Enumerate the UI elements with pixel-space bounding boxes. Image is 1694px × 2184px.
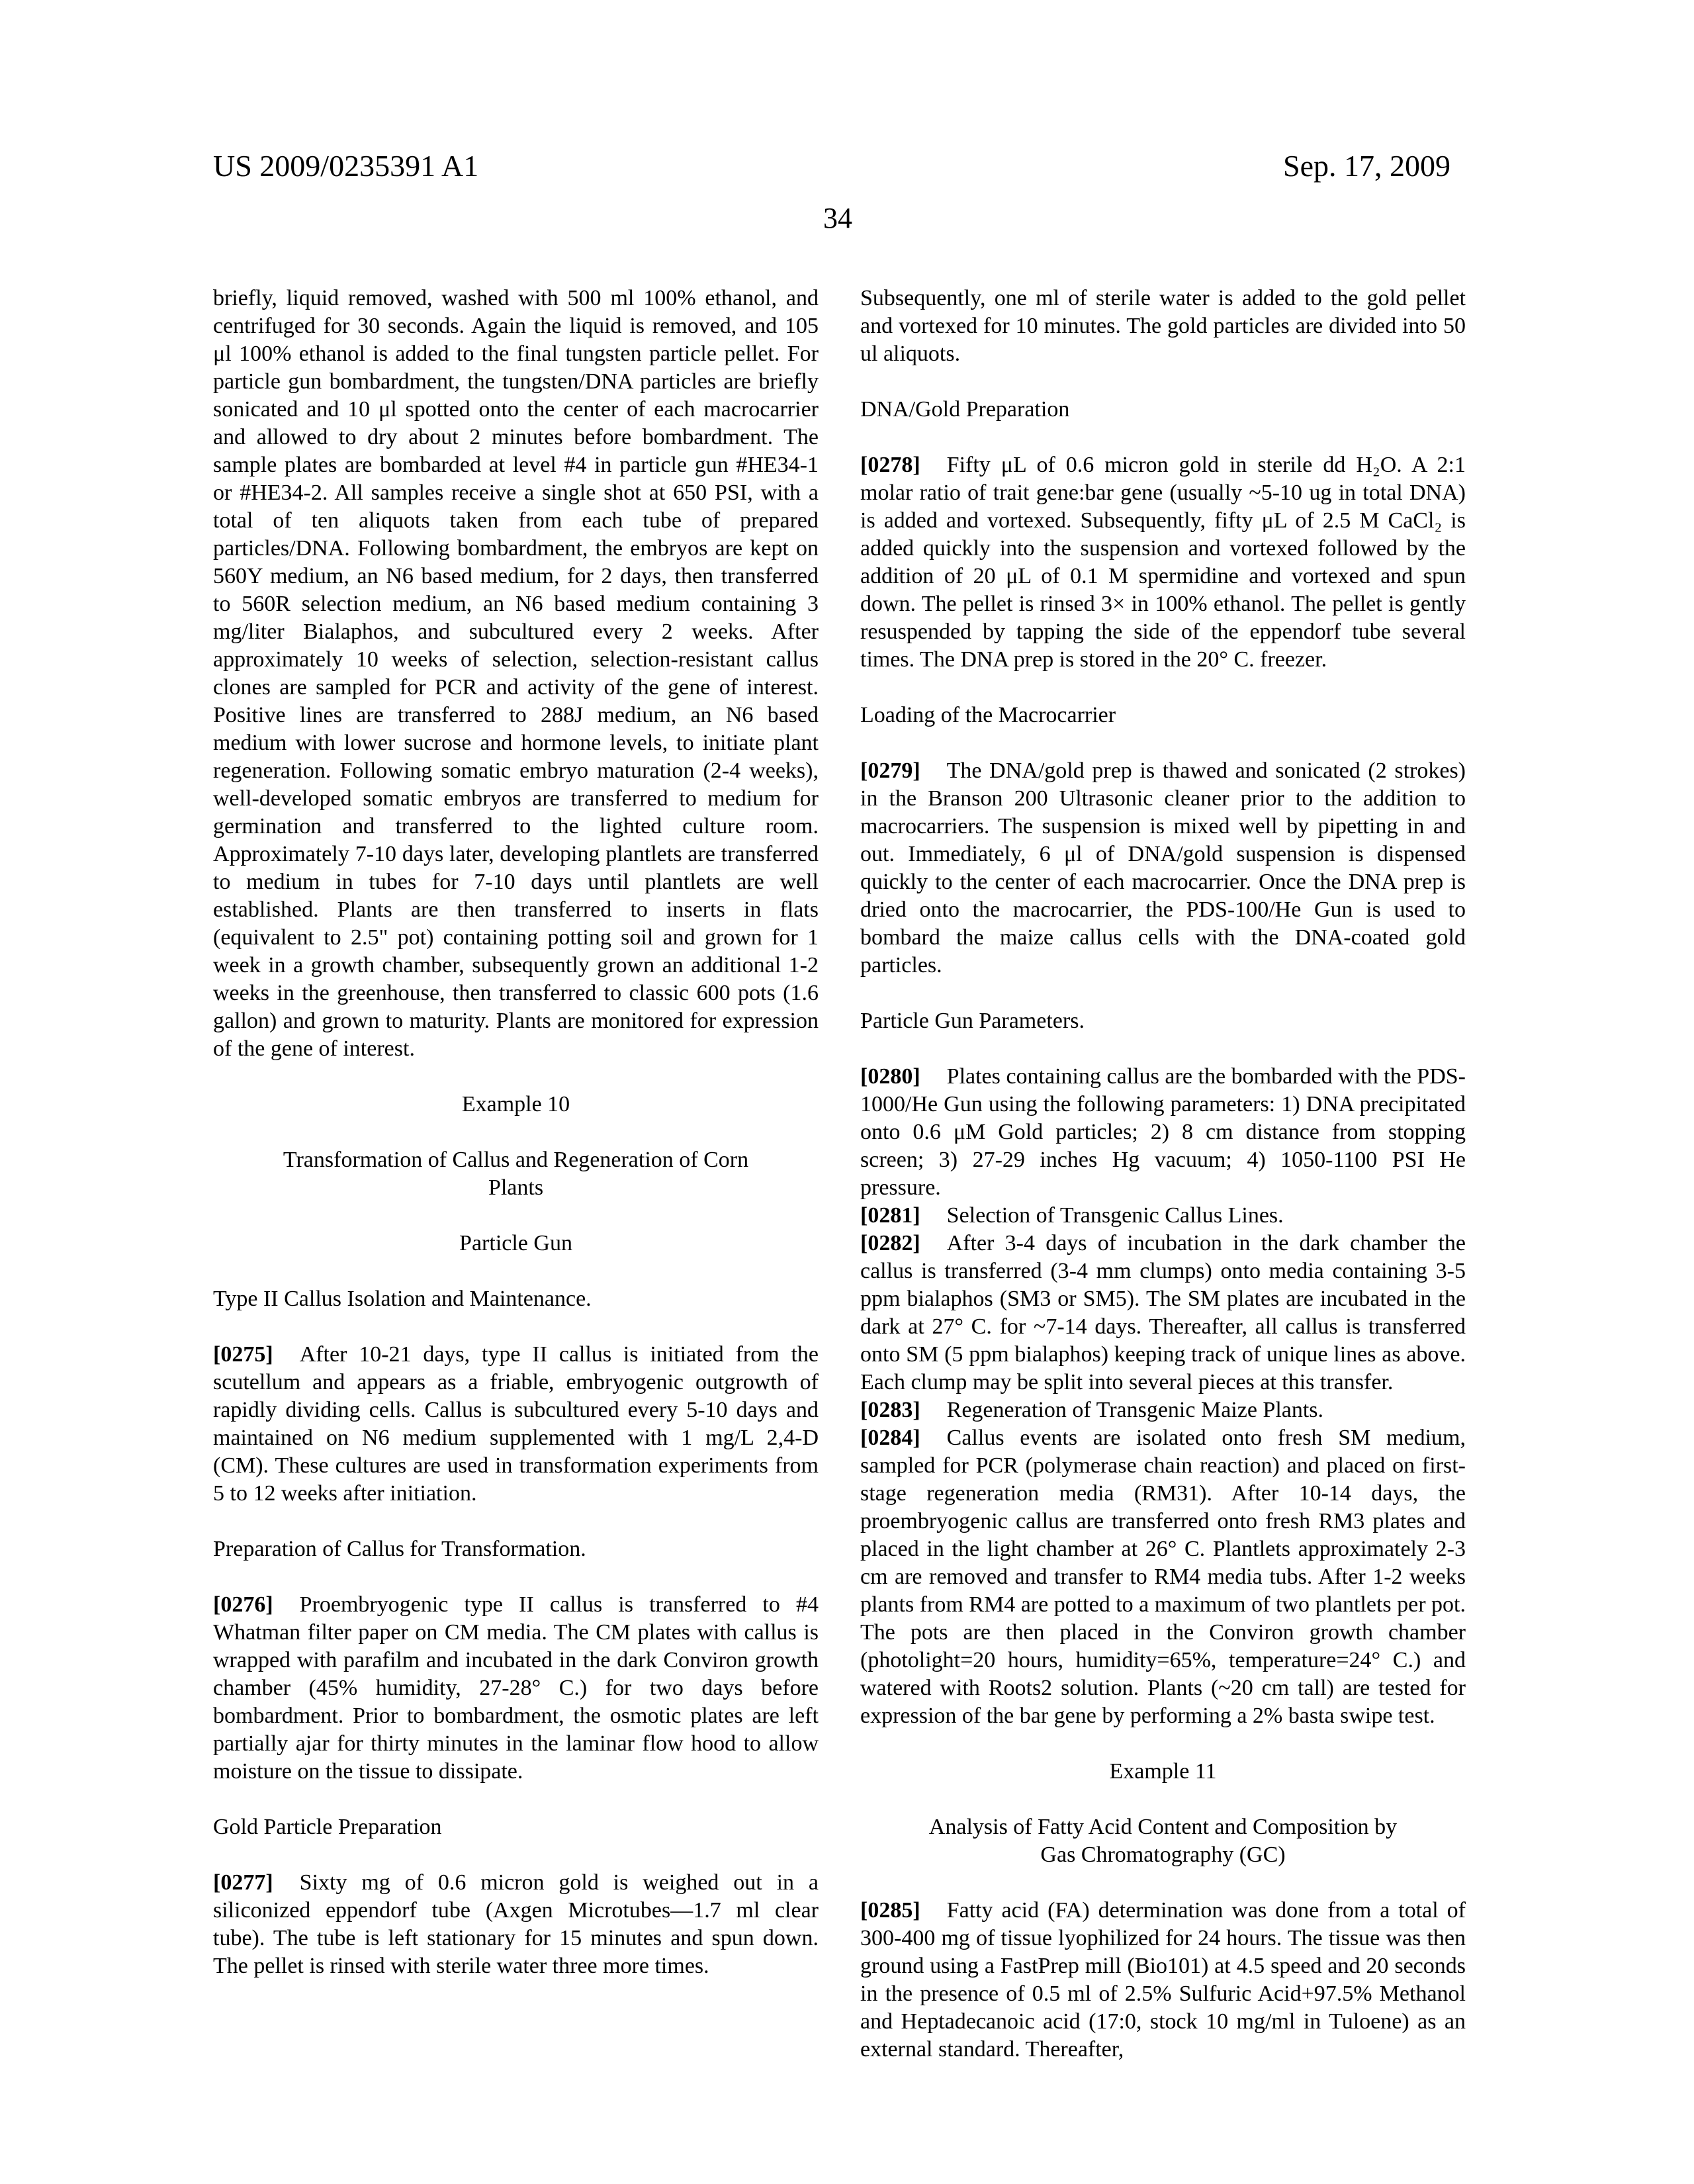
numbered-paragraph <box>860 1897 1466 2064</box>
paragraph-text: Fifty μL of 0.6 micron gold in sterile dd H₂O. A 2:1 molar ratio of trait gene:bar gene (usually ~5-10 ug in total DNA) is added and vortexed. Subsequently, fifty μL of 2.5 M CaCl₂ is added quickly into the suspension and vortexed followed by the addition of 20 μL of 0.1 M spermidine and vortexed and spun down. The pellet is rinsed 3× in 100% ethanol. The pellet is gently resuspended by tapping the side of the eppendorf tube several times. The DNA prep is stored in the 20° C. freezer. <box>860 453 1466 672</box>
numbered-paragraph <box>860 1396 1466 1424</box>
publication-number: US 2009/0235391 A1 <box>213 149 479 183</box>
paragraph-text: Callus events are isolated onto fresh SM medium, sampled for PCR (polymerase chain reaction) and placed on first-stage regeneration media (RM31). After 10-14 days, the proembryogenic callus are transferred onto fresh RM3 plates and placed in the light chamber at 26° C. Plantlets approximately 2-3 cm are removed and transfer to RM4 media tubs. After 1-2 weeks plants from RM4 are potted to a maximum of two plantlets per pot. The pots are then placed in the Conviron growth chamber (photolight=20 hours, humidity=65%, temperature=24° C.) and watered with Roots2 solution. Plants (~20 cm tall) are tested for expression of the bar gene by performing a 2% basta swipe test. <box>860 1426 1466 1728</box>
left-column <box>213 285 819 1980</box>
side-heading: DNA/Gold Preparation <box>860 397 1070 422</box>
paragraph-number: [0280] <box>860 1064 920 1089</box>
paragraph-number: [0284] <box>860 1426 920 1450</box>
paragraph-text: Regeneration of Transgenic Maize Plants. <box>946 1398 1324 1422</box>
paragraph-number: [0276] <box>213 1592 273 1617</box>
numbered-paragraph <box>860 1230 1466 1396</box>
numbered-paragraph <box>860 451 1466 674</box>
publication-date: Sep. 17, 2009 <box>1283 149 1450 183</box>
right-column <box>860 285 1466 2064</box>
paragraph-text: Subsequently, one ml of sterile water is added to the gold pellet and vortexed for 10 minutes. The gold particles are divided into 50 ul aliquots. <box>860 286 1466 366</box>
paragraph-number: [0275] <box>213 1342 273 1367</box>
side-heading: Gold Particle Preparation <box>213 1815 442 1839</box>
paragraph-text: Fatty acid (FA) determination was done from a total of 300-400 mg of tissue lyophilized for 24 hours. The tissue was then ground using a FastPrep mill (Bio101) at 4.5 speed and 20 seconds in the presence of 0.5 ml of 2.5% Sulfuric Acid+97.5% Methanol and Heptadecanoic acid (17:0, stock 10 mg/ml in Tuloene) as an external standard. Thereafter, <box>860 1898 1466 2062</box>
paragraph-number: [0282] <box>860 1231 920 1255</box>
centered-heading: Analysis of Fatty Acid Content and Composition by Gas Chromatography (GC) <box>928 1815 1398 1867</box>
centered-heading: Transformation of Callus and Regeneration of Corn Plants <box>283 1148 749 1200</box>
paragraph-number: [0279] <box>860 758 920 783</box>
centered-heading: Example 10 <box>461 1092 570 1116</box>
numbered-paragraph <box>213 1869 819 1980</box>
paragraph-text: The DNA/gold prep is thawed and sonicated (2 strokes) in the Branson 200 Ultrasonic cleaner prior to the addition to macrocarriers. The suspension is mixed well by pipetting in and out. Immediately, 6 μl of DNA/gold suspension is dispensed quickly to the center of each macrocarrier. Once the DNA prep is dried onto the macrocarrier, the PDS-100/He Gun is used to bombard the maize callus cells with the DNA-coated gold particles. <box>860 758 1466 978</box>
numbered-paragraph <box>860 1063 1466 1202</box>
page-number: 34 <box>823 202 852 234</box>
paragraph-text: Sixty mg of 0.6 micron gold is weighed out in a siliconized eppendorf tube (Axgen Microtubes—1.7 ml clear tube). The tube is left stationary for 15 minutes and spun down. The pellet is rinsed with sterile water three more times. <box>213 1870 819 1978</box>
paragraph-number: [0283] <box>860 1398 920 1422</box>
paragraph-text: After 3-4 days of incubation in the dark chamber the callus is transferred (3-4 mm clumps) onto media containing 3-5 ppm bialaphos (SM3 or SM5). The SM plates are incubated in the dark at 27° C. for ~7-14 days. Thereafter, all callus is transferred onto SM (5 ppm bialaphos) keeping track of unique lines as above. Each clump may be split into several pieces at this transfer. <box>860 1231 1466 1394</box>
numbered-paragraph <box>860 1202 1466 1230</box>
side-heading: Particle Gun Parameters. <box>860 1009 1085 1033</box>
side-heading: Type II Callus Isolation and Maintenance. <box>213 1287 592 1311</box>
paragraph <box>213 285 819 1063</box>
numbered-paragraph <box>213 1591 819 1786</box>
side-heading: Preparation of Callus for Transformation. <box>213 1537 586 1561</box>
paragraph-text: Proembryogenic type II callus is transferred to #4 Whatman filter paper on CM media. The CM plates with callus is wrapped with parafilm and incubated in the dark Conviron growth chamber (45% humidity, 27-28° C.) for two days before bombardment. Prior to bombardment, the osmotic plates are left partially ajar for thirty minutes in the laminar flow hood to allow moisture on the tissue to dissipate. <box>213 1592 819 1784</box>
paragraph-number: [0277] <box>213 1870 273 1895</box>
side-heading: Loading of the Macrocarrier <box>860 703 1116 727</box>
paragraph-text: briefly, liquid removed, washed with 500 ml 100% ethanol, and centrifuged for 30 seconds. Again the liquid is removed, and 105 μl 100% ethanol is added to the final tungsten particle pellet. For particle gun bombardment, the tungsten/DNA particles are briefly sonicated and 10 μl spotted onto the center of each macrocarrier and allowed to dry about 2 minutes before bombardment. The sample plates are bombarded at level #4 in particle gun #HE34-1 or #HE34-2. All samples receive a single shot at 650 PSI, with a total of ten aliquots taken from each tube of prepared particles/DNA. Following bombardment, the embryos are kept on 560Y medium, an N6 based medium, for 2 days, then transferred to 560R selection medium, an N6 based medium containing 3 mg/liter Bialaphos, and subcultured every 2 weeks. After approximately 10 weeks of selection, selection-resistant callus clones are sampled for PCR and activity of the gene of interest. Positive lines are transferred to 288J medium, an N6 based medium with lower sucrose and hormone levels, to initiate plant regeneration. Following somatic embryo maturation (2-4 weeks), well-developed somatic embryos are transferred to medium for germination and transferred to the lighted culture room. Approximately 7-10 days later, developing plantlets are transferred to medium in tubes for 7-10 days until plantlets are well established. Plants are then transferred to inserts in flats (equivalent to 2.5" pot) containing potting soil and grown for 1 week in a growth chamber, subsequently grown an additional 1-2 weeks in the greenhouse, then transferred to classic 600 pots (1.6 gallon) and grown to maturity. Plants are monitored for expression of the gene of interest. <box>213 286 819 1061</box>
paragraph <box>860 285 1466 368</box>
numbered-paragraph <box>860 757 1466 979</box>
numbered-paragraph <box>213 1341 819 1508</box>
centered-heading: Particle Gun <box>459 1231 572 1255</box>
paragraph-number: [0281] <box>860 1203 920 1228</box>
paragraph-number: [0278] <box>860 453 920 477</box>
paragraph-number: [0285] <box>860 1898 920 1923</box>
paragraph-text: After 10-21 days, type II callus is initiated from the scutellum and appears as a friable, embryogenic outgrowth of rapidly dividing cells. Callus is subcultured every 5-10 days and maintained on N6 medium supplemented with 1 mg/L 2,4-D (CM). These cultures are used in transformation experiments from 5 to 12 weeks after initiation. <box>213 1342 819 1506</box>
paragraph-text: Plates containing callus are the bombarded with the PDS-1000/He Gun using the following parameters: 1) DNA precipitated onto 0.6 μM Gold particles; 2) 8 cm distance from stopping screen; 3) 27-29 inches Hg vacuum; 4) 1050-1100 PSI He pressure. <box>860 1064 1466 1200</box>
numbered-paragraph <box>860 1424 1466 1730</box>
paragraph-text: Selection of Transgenic Callus Lines. <box>946 1203 1284 1228</box>
centered-heading: Example 11 <box>1109 1759 1217 1784</box>
